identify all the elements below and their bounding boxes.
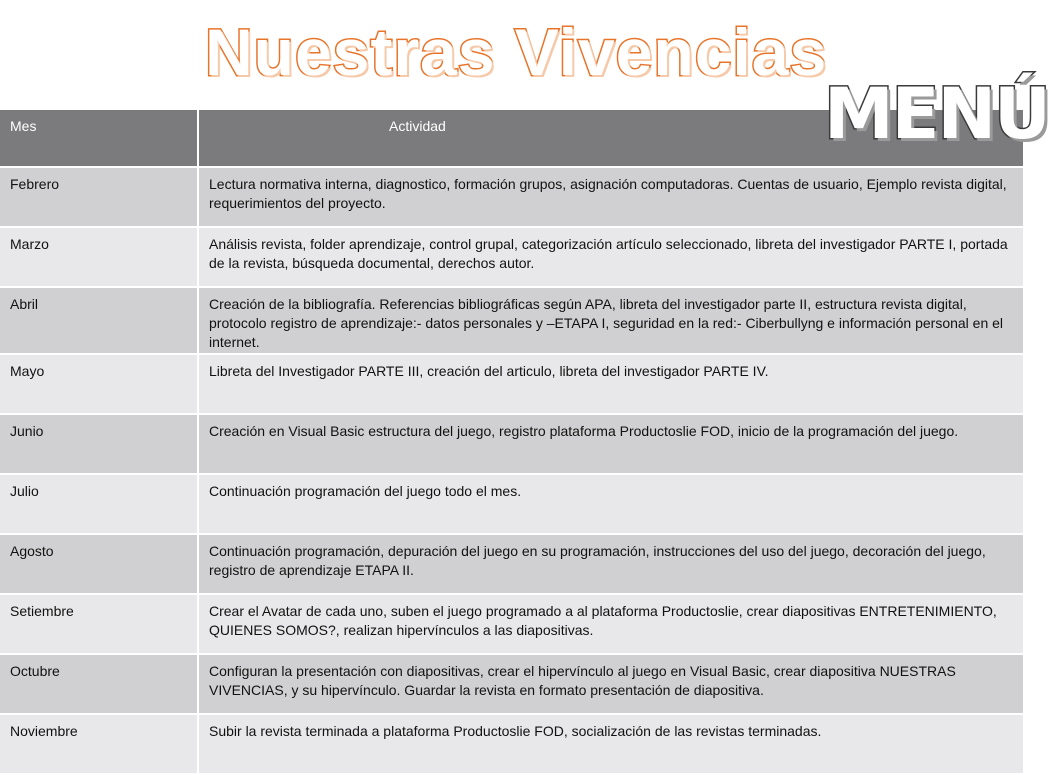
month-cell: Setiembre <box>0 594 198 654</box>
activity-cell: Configuran la presentación con diapositivas, crear el hipervínculo al juego en Visual Basic, crear diapositiva NUESTRAS VIVENCIAS, y su hipervínculo. Guardar la revista en formato presentación de diapositiva. <box>198 654 1024 714</box>
month-cell: Octubre <box>0 654 198 714</box>
table-row <box>0 474 1024 534</box>
month-cell: Marzo <box>0 227 198 287</box>
table-row <box>0 534 1024 594</box>
table-row <box>0 167 1024 227</box>
table-row <box>0 287 1024 354</box>
month-cell: Noviembre <box>0 714 198 774</box>
activity-cell: Lectura normativa interna, diagnostico, formación grupos, asignación computadoras. Cuentas de usuario, Ejemplo revista digital, requerimientos del proyecto. <box>198 167 1024 227</box>
table-row <box>0 354 1024 414</box>
table-row <box>0 714 1024 774</box>
menu-button[interactable]: MENÚ <box>824 73 1049 155</box>
activity-cell: Libreta del Investigador PARTE III, creación del articulo, libreta del investigador PARTE IV. <box>198 354 1024 414</box>
activity-cell: Subir la revista terminada a plataforma Productoslie FOD, socialización de las revistas terminadas. <box>198 714 1024 774</box>
month-cell: Febrero <box>0 167 198 227</box>
activity-cell: Creación en Visual Basic estructura del juego, registro plataforma Productoslie FOD, inicio de la programación del juego. <box>198 414 1024 474</box>
activity-cell: Continuación programación, depuración del juego en su programación, instrucciones del uso del juego, decoración del juego, registro de aprendizaje ETAPA II. <box>198 534 1024 594</box>
activity-cell: Crear el Avatar de cada uno, suben el juego programado a al plataforma Productoslie, crear diapositivas ENTRETENIMIENTO, QUIENES SOMOS?, realizan hipervínculos a las diapositivas. <box>198 594 1024 654</box>
table-row <box>0 594 1024 654</box>
activity-table <box>0 110 1025 775</box>
activity-cell: Continuación programación del juego todo el mes. <box>198 474 1024 534</box>
table-row <box>0 414 1024 474</box>
month-cell: Julio <box>0 474 198 534</box>
activity-cell: Creación de la bibliografía. Referencias bibliográficas según APA, libreta del investigador parte II, estructura revista digital, protocolo registro de aprendizaje:- datos personales y –ETAPA I, seguridad en la red:- Ciberbullyng e información personal en el internet. <box>198 287 1024 354</box>
activity-cell: Análisis revista, folder aprendizaje, control grupal, categorización artículo seleccionado, libreta del investigador PARTE I, portada de la revista, búsqueda documental, derechos autor. <box>198 227 1024 287</box>
header-activity: Actividad <box>198 110 1024 167</box>
month-cell: Abril <box>0 287 198 354</box>
month-cell: Mayo <box>0 354 198 414</box>
slide-title: Nuestras Vivencias <box>205 15 828 89</box>
table-row <box>0 654 1024 714</box>
table-row <box>0 227 1024 287</box>
header-month: Mes <box>0 110 198 167</box>
month-cell: Junio <box>0 414 198 474</box>
month-cell: Agosto <box>0 534 198 594</box>
